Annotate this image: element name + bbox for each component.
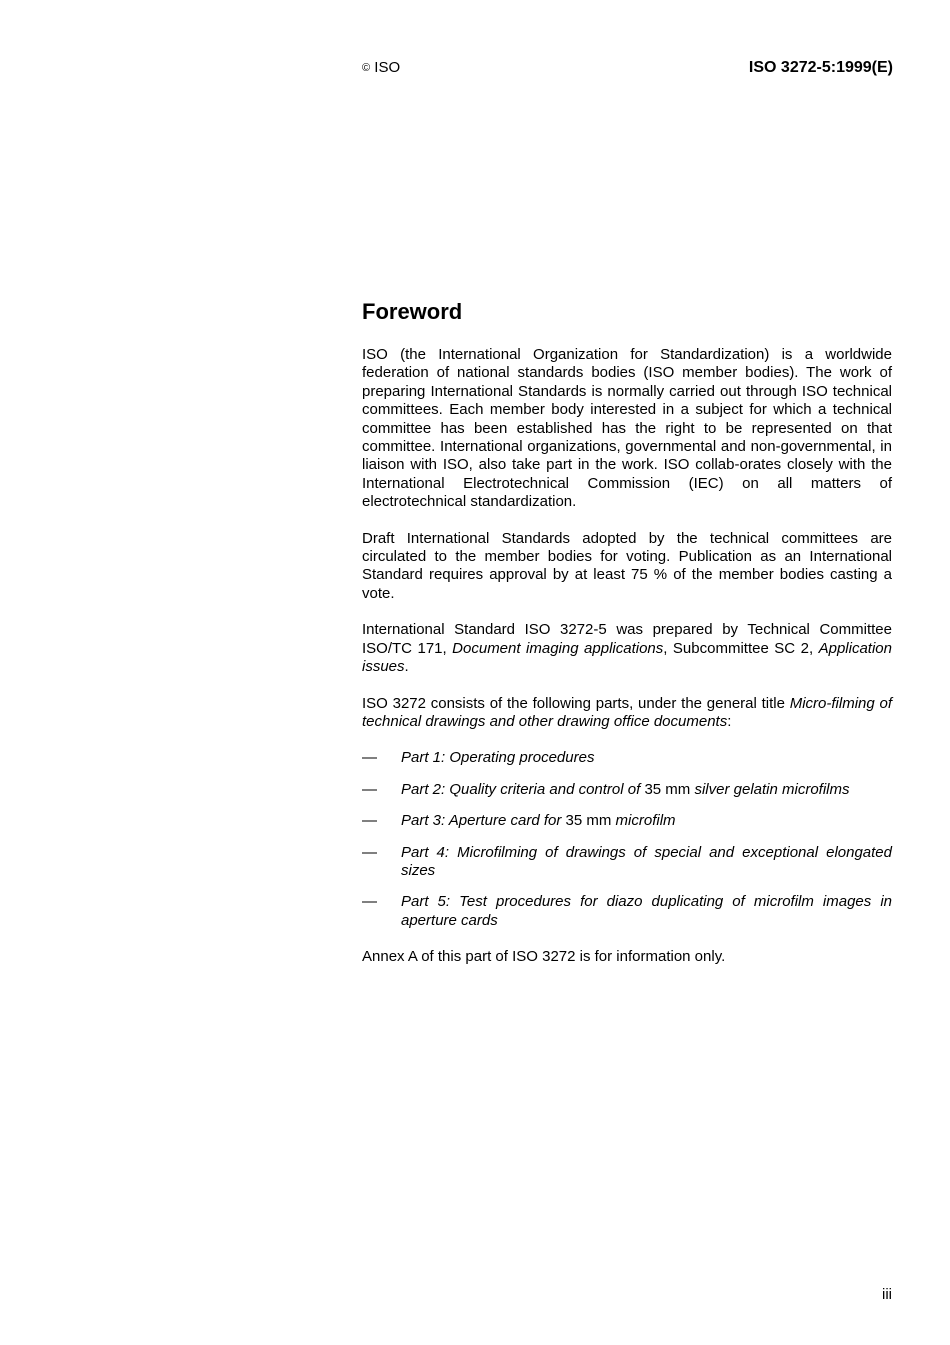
list-item (362, 812, 892, 830)
copyright-org: ISO (374, 59, 401, 76)
part-1-title: Part 1: Operating procedures (401, 749, 595, 767)
page-number: iii (882, 1286, 892, 1303)
paragraph-iso-intro: ISO (the International Organization for Standardization) is a worldwide federation of national standards bodies (ISO member bodies). The work of preparing International Standards is normally carried out through ISO technical committees. Each member body interested in a subject for which a technical committee has been established has the right to be represented on that committee. International organizations, governmental and non-governmental, in liaison with ISO, also take part in the work. ISO collab-orates closely with the International Electrotechnical Commission (IEC) on all matters of electrotechnical standardization. (362, 346, 892, 511)
list-dash: — (362, 780, 377, 798)
list-dash: — (362, 749, 377, 767)
part-5-title: Part 5: Test procedures for diazo duplicating of microfilm images in aperture cards (401, 893, 892, 929)
prepared-by-end: . (404, 658, 409, 676)
list-dash: — (362, 893, 377, 911)
paragraph-parts-intro (362, 695, 892, 732)
header-document-id: ISO 3272-5:1999(E) (748, 59, 893, 76)
prepared-by-middle: , Subcommittee SC 2, (663, 639, 819, 657)
parts-list (362, 749, 892, 930)
parts-intro-end: : (727, 712, 732, 730)
section-title: Foreword (362, 299, 463, 324)
committee-name: Document imaging applications (452, 639, 664, 657)
list-item (362, 844, 892, 881)
list-item (362, 781, 892, 799)
list-dash: — (362, 812, 377, 830)
list-item (362, 749, 892, 767)
header-copyright (362, 59, 400, 77)
part-2-title: Part 2: Quality criteria and control of 35 mm silver gelatin microfilms (401, 780, 850, 798)
paragraph-draft-standards: Draft International Standards adopted by the technical committees are circulated to the member bodies for voting. Publication as an International Standard requires approval by at least 75 % of the member bodies casting a vote. (362, 529, 892, 602)
part-3-title: Part 3: Aperture card for 35 mm microfilm (401, 812, 676, 830)
foreword-section (362, 298, 892, 985)
paragraph-prepared-by (362, 621, 892, 676)
general-title: Micro-filming of technical drawings and other drawing office documents (362, 694, 893, 730)
list-item (362, 893, 892, 930)
parts-intro-start: ISO 3272 consists of the following parts, under the general title (362, 694, 790, 712)
copyright-symbol: © (362, 62, 371, 74)
subcommittee-name: Application issues (362, 639, 892, 676)
list-dash: — (362, 843, 377, 861)
paragraph-annex-note: Annex A of this part of ISO 3272 is for information only. (362, 948, 726, 966)
prepared-by-start: International Standard ISO 3272-5 was prepared by Technical Committee ISO/TC 171, (362, 621, 892, 657)
part-4-title: Part 4: Microfilming of drawings of special and exceptional elongated sizes (401, 843, 892, 879)
